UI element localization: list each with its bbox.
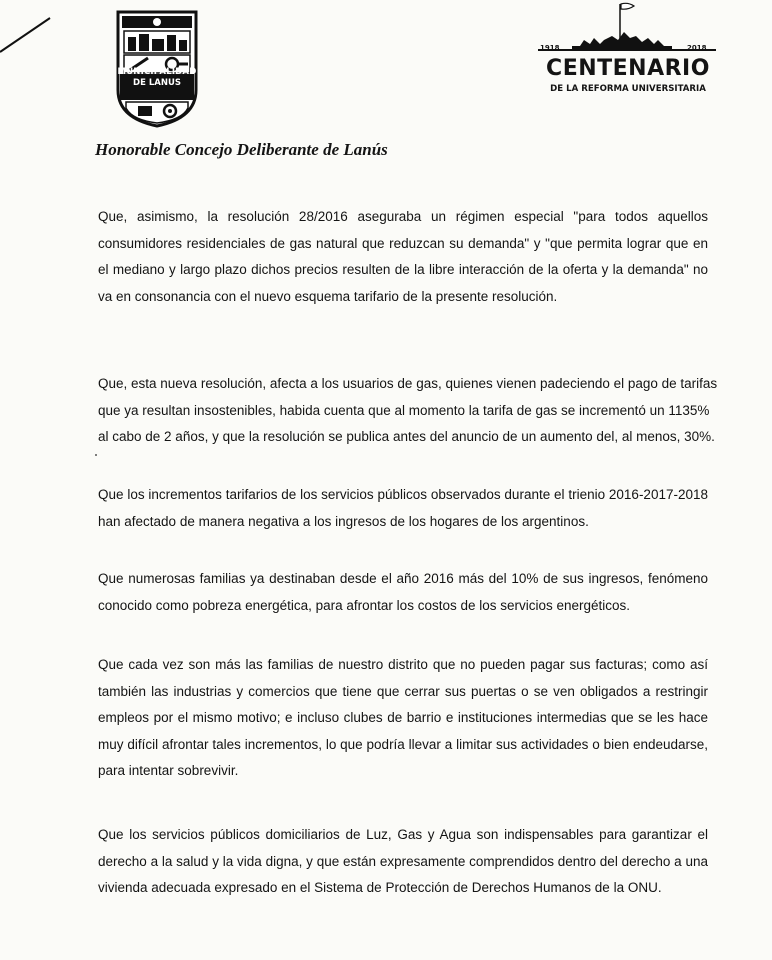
paragraph-line: Que cada vez son más las familias de nuestro distrito que no pueden pagar sus facturas; como así bbox=[98, 657, 708, 672]
paragraph-line: va en consonancia con el nuevo esquema tarifario de la presente resolución. bbox=[98, 288, 558, 304]
paragraph-line: Que, asimismo, la resolución 28/2016 aseguraba un régimen especial "para todos aquellos bbox=[98, 209, 708, 224]
paragraph-line: conocido como pobreza energética, para afrontar los costos de los servicios energéticos. bbox=[98, 597, 631, 613]
corner-pen-mark bbox=[0, 0, 60, 60]
paragraph-line: derecho a la salud y la vida digna, y que están expresamente comprendidos dentro del derecho a una bbox=[98, 853, 708, 869]
document-heading: Honorable Concejo Deliberante de Lanús bbox=[95, 140, 388, 159]
paragraph-line: Que los servicios públicos domiciliarios de Luz, Gas y Agua son indispensables para garantizar el bbox=[98, 827, 708, 842]
paragraph-4 bbox=[98, 566, 708, 619]
paragraph-1 bbox=[98, 204, 708, 310]
centenario-year-start: 1918 bbox=[540, 44, 560, 52]
paragraph-line: empleos por el mismo motivo; e incluso clubes de barrio e instituciones intermedias que se les hace bbox=[98, 710, 708, 725]
paragraph-line: Que numerosas familias ya destinaban desde el año 2016 más del 10% de sus ingresos, fenómeno bbox=[98, 571, 708, 586]
crest-label-lanus: DE LANUS bbox=[133, 78, 181, 88]
paragraph-line: vivienda adecuada expresado en el Sistema de Protección de Derechos Humanos de la ONU. bbox=[98, 880, 662, 895]
paragraph-line: Que, esta nueva resolución, afecta a los usuarios de gas, quienes vienen padeciendo el pago de tarifas bbox=[98, 376, 718, 391]
crest-label-municipalidad: MUNICIPALIDAD bbox=[117, 67, 197, 77]
paragraph-line: consumidores residenciales de gas natural que reduzcan su demanda" y "que permita lograr que en bbox=[98, 235, 708, 251]
paragraph-5 bbox=[98, 652, 708, 785]
scan-speck bbox=[95, 454, 97, 456]
paragraph-line: también las industrias y comercios que tiene que cerrar sus puertas o se ven obligados a restringir bbox=[98, 683, 708, 699]
paragraph-line: para intentar sobrevivir. bbox=[98, 763, 239, 778]
paragraph-line: que ya resultan insostenibles, habida cuenta que al momento la tarifa de gas se incrementó un 1135% bbox=[98, 402, 710, 418]
paragraph-6 bbox=[98, 822, 708, 902]
centenario-subtitle: DE LA REFORMA UNIVERSITARIA bbox=[550, 84, 706, 94]
paragraph-line: el mediano y largo plazo dichos precios resulten de la libre interacción de la oferta y la demanda" no bbox=[98, 262, 708, 277]
centenario-year-end: 2018 bbox=[687, 44, 707, 52]
paragraph-2 bbox=[98, 371, 718, 451]
paragraph-line: han afectado de manera negativa a los ingresos de los hogares de los argentinos. bbox=[98, 513, 589, 529]
centenario-logo bbox=[532, 0, 722, 100]
paragraph-line: muy difícil afrontar tales incrementos, lo que podría llevar a limitar sus actividades o bien endeudarse, bbox=[98, 736, 708, 752]
paragraph-3 bbox=[98, 482, 708, 535]
paragraph-line: Que los incrementos tarifarios de los servicios públicos observados durante el trienio 2016-2017-2018 bbox=[98, 487, 708, 502]
paragraph-line: al cabo de 2 años, y que la resolución se publica antes del anuncio de un aumento del, al menos, 30%. bbox=[98, 429, 715, 444]
centenario-title: CENTENARIO bbox=[546, 56, 710, 81]
